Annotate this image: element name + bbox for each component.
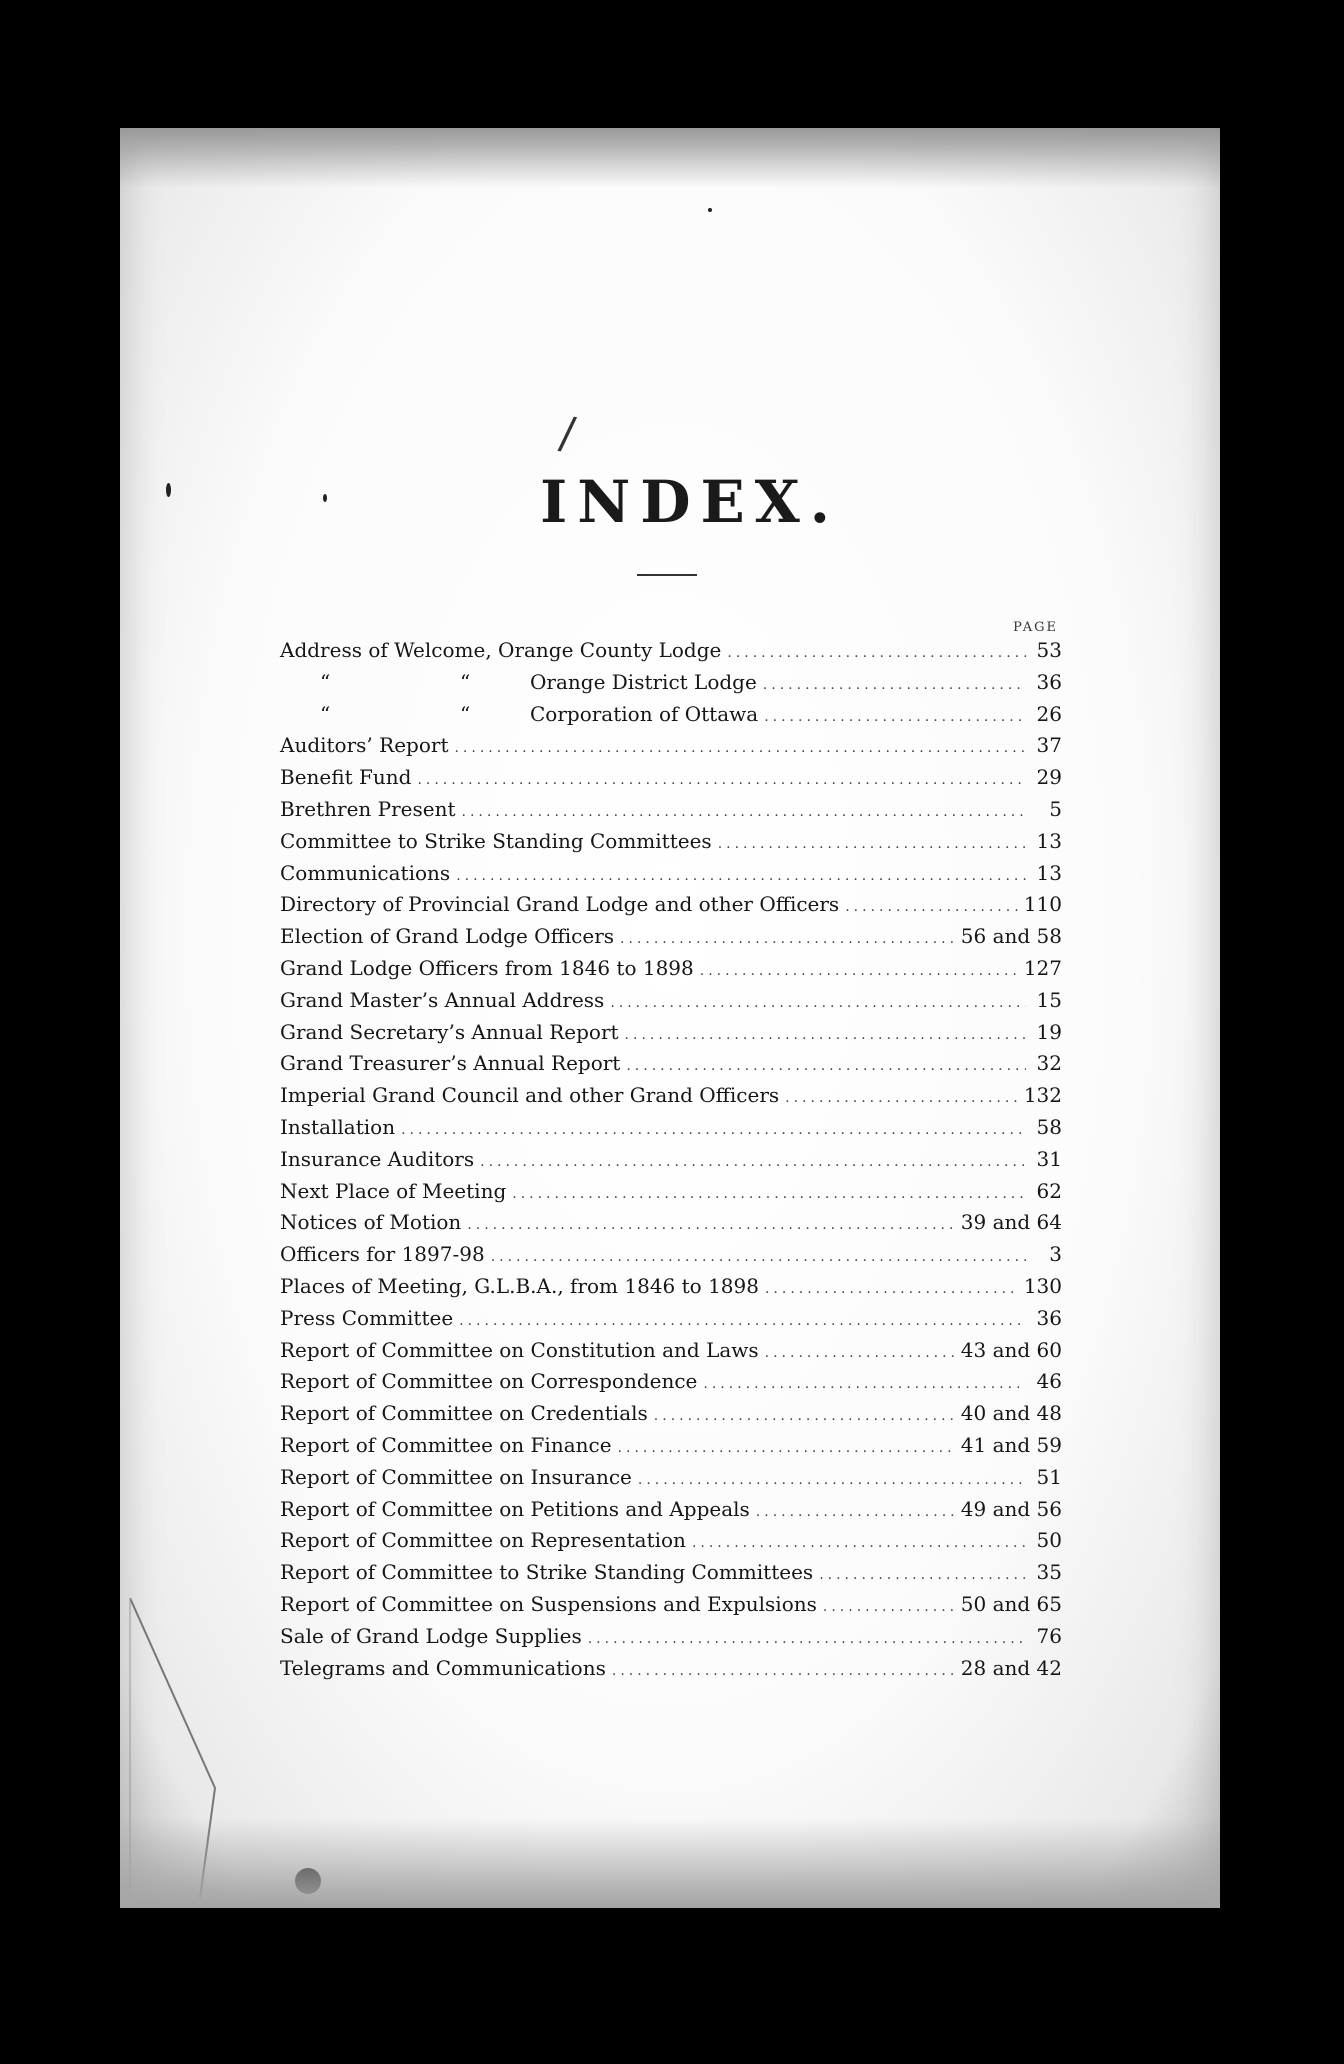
- entry-page-number: 3: [1049, 1242, 1062, 1267]
- ditto-mark: “: [460, 701, 471, 726]
- entry-label: Report of Committee on Correspondence: [280, 1369, 698, 1394]
- entry-page-number: 13: [1036, 828, 1062, 853]
- dot-leader: [703, 1376, 1026, 1392]
- entry-page-number: 19: [1036, 1019, 1062, 1044]
- entry-label: Report of Committee on Suspensions and Expulsions: [280, 1591, 817, 1616]
- entry-label: Insurance Auditors: [280, 1146, 475, 1171]
- page-column-header: PAGE: [1013, 620, 1058, 635]
- dot-leader: [467, 1217, 954, 1233]
- entry-page-number: 43 and 60: [960, 1337, 1062, 1362]
- index-entry: [280, 1147, 1062, 1179]
- dot-leader: [480, 1154, 1026, 1170]
- entry-label: Installation: [280, 1114, 396, 1139]
- entry-page-number: 32: [1036, 1051, 1062, 1076]
- entry-label: [280, 702, 758, 726]
- entry-label-text: Corporation of Ottawa: [530, 701, 759, 726]
- index-entry: [280, 702, 1062, 734]
- pencil-mark: /: [556, 407, 579, 460]
- dot-leader: [459, 1313, 1026, 1329]
- index-entry: [280, 1306, 1062, 1338]
- dot-leader: [454, 740, 1026, 756]
- dot-leader: [638, 1472, 1026, 1488]
- dot-leader: [456, 868, 1026, 884]
- entry-page-number: 36: [1036, 669, 1062, 694]
- index-entry: [280, 1656, 1062, 1688]
- dot-leader: [588, 1631, 1026, 1647]
- dot-leader: [692, 1535, 1026, 1551]
- entry-page-number: 31: [1036, 1146, 1062, 1171]
- dot-leader: [823, 1599, 955, 1615]
- entry-label: Report of Committee on Representation: [280, 1528, 686, 1553]
- entry-page-number: 132: [1023, 1083, 1062, 1108]
- index-entry: [280, 1497, 1062, 1529]
- entry-page-number: 15: [1036, 987, 1062, 1012]
- entry-label: Grand Secretary’s Annual Report: [280, 1019, 619, 1044]
- entry-label: Next Place of Meeting: [280, 1178, 507, 1203]
- dot-leader: [491, 1249, 1026, 1265]
- entry-label: Auditors’ Report: [280, 733, 449, 758]
- dot-leader: [763, 677, 1026, 693]
- entry-page-number: 53: [1036, 638, 1062, 662]
- index-entry: [280, 797, 1062, 829]
- entry-page-number: 36: [1036, 1305, 1062, 1330]
- dot-leader: [612, 1663, 955, 1679]
- dot-leader: [845, 899, 1018, 915]
- index-entry: [280, 765, 1062, 797]
- index-entry: [280, 956, 1062, 988]
- index-entry: [280, 1528, 1062, 1560]
- entry-label: Grand Master’s Annual Address: [280, 987, 605, 1012]
- entry-page-number: 130: [1023, 1273, 1062, 1298]
- entry-page-number: 110: [1023, 892, 1062, 917]
- index-entry: [280, 1020, 1062, 1052]
- index-entry: [280, 1401, 1062, 1433]
- entry-label: Grand Lodge Officers from 1846 to 1898: [280, 955, 694, 980]
- scanned-page: [120, 128, 1220, 1908]
- dot-leader: [700, 963, 1018, 979]
- entry-page-number: 28 and 42: [960, 1655, 1062, 1680]
- index-entry: [280, 1210, 1062, 1242]
- entry-label: Grand Treasurer’s Annual Report: [280, 1051, 621, 1076]
- dot-leader: [618, 1440, 955, 1456]
- entry-label: Officers for 1897-98: [280, 1242, 485, 1267]
- entry-label: Benefit Fund: [280, 765, 412, 790]
- entry-label: Brethren Present: [280, 796, 456, 821]
- entry-page-number: 29: [1036, 765, 1062, 790]
- entry-page-number: 37: [1036, 733, 1062, 758]
- entry-label: Report of Committee on Credentials: [280, 1401, 648, 1426]
- index-entry: [280, 861, 1062, 893]
- dot-leader: [654, 1408, 955, 1424]
- ink-speck: [166, 483, 171, 497]
- entry-page-number: 13: [1036, 860, 1062, 885]
- entry-label: Report of Committee on Finance: [280, 1432, 612, 1457]
- index-entry: [280, 1242, 1062, 1274]
- entry-label: Imperial Grand Council and other Grand Officers: [280, 1083, 780, 1108]
- entry-label: Directory of Provincial Grand Lodge and other Officers: [280, 892, 840, 917]
- ditto-mark: “: [320, 701, 331, 726]
- entry-page-number: 26: [1036, 701, 1062, 726]
- entry-page-number: 46: [1036, 1369, 1062, 1394]
- index-entries: [280, 638, 1062, 1687]
- index-entry: [280, 1115, 1062, 1147]
- entry-label: Committee to Strike Standing Committees: [280, 828, 712, 853]
- index-entry: [280, 1274, 1062, 1306]
- entry-label: Report of Committee on Insurance: [280, 1464, 632, 1489]
- entry-label: Sale of Grand Lodge Supplies: [280, 1623, 582, 1648]
- index-entry: [280, 988, 1062, 1020]
- entry-label: Report of Committee on Constitution and Laws: [280, 1337, 759, 1362]
- entry-page-number: 49 and 56: [960, 1496, 1062, 1521]
- entry-label-text: Orange District Lodge: [530, 669, 757, 694]
- index-entry: [280, 1624, 1062, 1656]
- page-title: INDEX.: [540, 468, 840, 536]
- dot-leader: [727, 645, 1026, 661]
- index-entry: [280, 1465, 1062, 1497]
- entry-label: [280, 670, 757, 694]
- entry-label: Address of Welcome, Orange County Lodge: [280, 638, 722, 662]
- dot-leader: [620, 931, 955, 947]
- entry-page-number: 5: [1049, 796, 1062, 821]
- entry-page-number: 62: [1036, 1178, 1062, 1203]
- entry-page-number: 39 and 64: [960, 1210, 1062, 1235]
- entry-page-number: 35: [1036, 1560, 1062, 1585]
- entry-label: Press Committee: [280, 1305, 454, 1330]
- index-entry: [280, 1083, 1062, 1115]
- ditto-mark: “: [320, 669, 331, 694]
- entry-page-number: 76: [1036, 1623, 1062, 1648]
- dot-leader: [625, 1027, 1026, 1043]
- entry-label: Report of Committee on Petitions and Appeals: [280, 1496, 750, 1521]
- index-entry: [280, 1338, 1062, 1370]
- index-entry: [280, 924, 1062, 956]
- entry-label: Telegrams and Communications: [280, 1655, 606, 1680]
- index-entry: [280, 1369, 1062, 1401]
- index-entry: [280, 1560, 1062, 1592]
- dot-leader: [417, 772, 1026, 788]
- dot-leader: [819, 1567, 1026, 1583]
- entry-label: Communications: [280, 860, 451, 885]
- title-rule: [637, 574, 697, 576]
- entry-page-number: 41 and 59: [960, 1432, 1062, 1457]
- index-entry: [280, 638, 1062, 670]
- dot-leader: [401, 1122, 1026, 1138]
- dot-leader: [756, 1504, 955, 1520]
- index-entry: [280, 1433, 1062, 1465]
- dot-leader: [626, 1058, 1026, 1074]
- index-entry: [280, 1179, 1062, 1211]
- index-entry: [280, 1592, 1062, 1624]
- ink-speck: [295, 1868, 321, 1894]
- entry-page-number: 50 and 65: [960, 1591, 1062, 1616]
- entry-label: Report of Committee to Strike Standing Committees: [280, 1560, 814, 1585]
- dot-leader: [718, 836, 1026, 852]
- entry-page-number: 51: [1036, 1464, 1062, 1489]
- dot-leader: [785, 1090, 1018, 1106]
- index-entry: [280, 1051, 1062, 1083]
- ditto-mark: “: [460, 669, 471, 694]
- entry-label: Places of Meeting, G.L.B.A., from 1846 to 1898: [280, 1273, 759, 1298]
- entry-page-number: 127: [1023, 955, 1062, 980]
- entry-page-number: 50: [1036, 1528, 1062, 1553]
- index-entry: [280, 829, 1062, 861]
- dot-leader: [462, 804, 1026, 820]
- index-entry: [280, 733, 1062, 765]
- entry-page-number: 58: [1036, 1114, 1062, 1139]
- entry-label: Election of Grand Lodge Officers: [280, 924, 615, 949]
- index-entry: [280, 892, 1062, 924]
- entry-page-number: 40 and 48: [960, 1401, 1062, 1426]
- dot-leader: [764, 709, 1026, 725]
- dot-leader: [610, 995, 1026, 1011]
- entry-page-number: 56 and 58: [960, 924, 1062, 949]
- dot-leader: [765, 1345, 955, 1361]
- index-entry: [280, 670, 1062, 702]
- entry-label: Notices of Motion: [280, 1210, 462, 1235]
- dot-leader: [512, 1186, 1026, 1202]
- ink-speck: [708, 208, 712, 212]
- dot-leader: [765, 1281, 1018, 1297]
- ink-speck: [323, 494, 327, 502]
